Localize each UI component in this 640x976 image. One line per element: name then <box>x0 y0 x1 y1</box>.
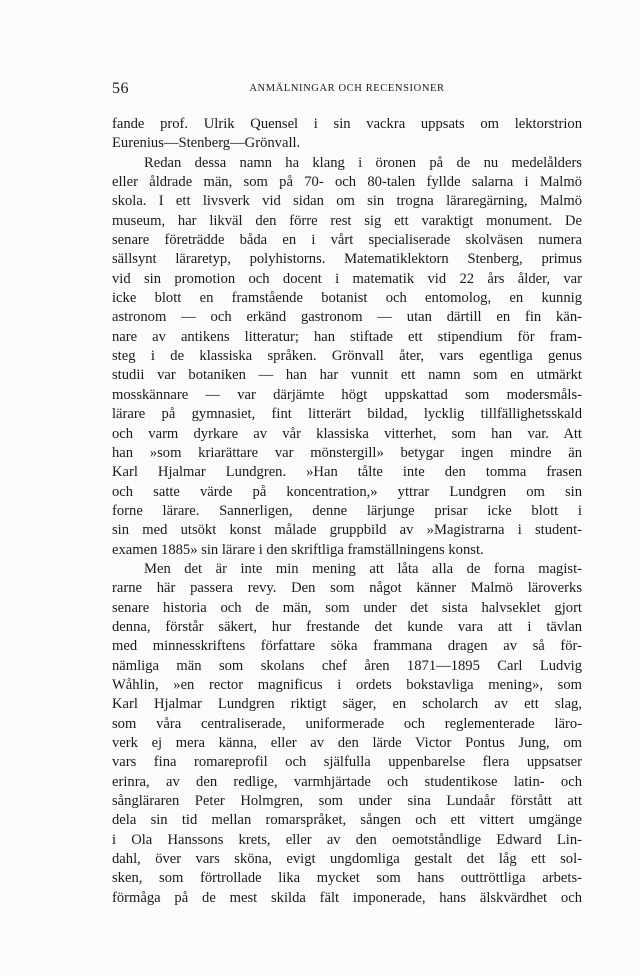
text-line: Eurenius—Stenberg—Grönvall. <box>112 135 301 152</box>
running-title: ANMÄLNINGAR OCH RECENSIONER <box>249 83 445 94</box>
text-line: dahl, över vars sköna, evigt ungdomliga gestalt det låg ett sol- <box>112 851 582 868</box>
text-line: eller åldrade män, som på 70- och 80-talen fyllde salarna i Malmö <box>112 174 582 191</box>
text-line: sin med utsökt konst målade gruppbild av »Magistrarna i student- <box>112 522 582 539</box>
body-text <box>112 115 582 908</box>
text-line: och varm dyrkare av vår klassiska vitterhet, som han var. Att <box>112 425 582 442</box>
page-number: 56 <box>112 80 129 97</box>
text-line: dela sin tid mellan romarspråket, sången och ett vittert umgänge <box>112 812 582 829</box>
text-line: astronom — och erkänd gastronom — utan därtill en fin kän- <box>112 309 582 326</box>
text-line: sångläraren Peter Holmgren, som under sina Lundaår förstått att <box>112 793 582 810</box>
text-line: verk ej mera känna, eller av den lärde Victor Pontus Jung, om <box>112 735 582 751</box>
text-line: han »som kriarättare var mönstergill» betygar ingen mindre än <box>112 444 582 461</box>
text-line: förmåga på de mest skilda fält imponerade, hans älskvärdhet och <box>112 889 582 906</box>
text-line: denna, förstår säkert, hur frestande det kunde vara att i tävlan <box>112 618 582 635</box>
text-line: senare historia och de män, som under det sista halvseklet gjort <box>112 599 582 616</box>
text-line: Men det är inte min mening att låta alla de forna magist- <box>144 560 582 577</box>
text-line: i Ola Hanssons krets, eller av den oemotståndlige Edward Lin- <box>112 831 582 848</box>
text-line: examen 1885» sin lärare i den skriftliga framställningens konst. <box>112 541 484 558</box>
text-line: fande prof. Ulrik Quensel i sin vackra uppsats om lektorstrion <box>112 116 582 132</box>
text-line: steg i de klassiska språken. Grönvall åter, vars egentliga genus <box>112 348 582 365</box>
text-line: vars fina romareprofil och själfulla uppenbarelse flera uppsatser <box>112 754 582 771</box>
text-line: nare av antikens litteratur; han stiftade ett stipendium för fram- <box>112 328 582 345</box>
text-line: forne lärare. Sannerligen, denne lärjunge prisar icke blott i <box>112 502 582 519</box>
text-line: Redan dessa namn ha klang i öronen på de nu medelålders <box>144 154 582 171</box>
text-line: museum, har likväl den förre rest sig ett varaktigt monument. De <box>112 212 582 229</box>
text-line: erinra, av den redlige, varmhjärtade och studentikose latin- och <box>112 773 582 790</box>
text-line: rarne här passera revy. Den som något känner Malmö läroverks <box>112 580 582 597</box>
text-line: lärare på gymnasiet, fint litterärt bildad, lycklig tillfällighetsskald <box>112 406 582 423</box>
text-line: senare företrädde båda en i vårt specialiserade skolväsen numera <box>112 232 582 249</box>
text-line: Wåhlin, »en rector magnificus i ordets bokstavliga mening», som <box>112 676 582 693</box>
text-line: och satte värde på koncentration,» yttrar Lundgren om sin <box>112 483 582 500</box>
page-header <box>112 80 582 100</box>
text-line: Karl Hjalmar Lundgren. »Han tålte inte den tomma frasen <box>112 464 582 481</box>
text-line: skola. I ett livsverk vid sidan om sin trogna läraregärning, Malmö <box>112 193 582 210</box>
text-line: som våra centraliserade, uniformerade och reglementerade läro- <box>112 715 582 732</box>
text-line: sällsynt läraretyp, polyhistorns. Matematiklektorn Stenberg, primus <box>112 251 582 268</box>
text-line: mosskännare — var därjämte högt uppskattad som modersmåls- <box>112 386 582 403</box>
text-line: sken, som förtrollade lika mycket som hans outtröttliga arbets- <box>112 870 582 887</box>
text-line: icke blott en framstående botanist och entomolog, en kunnig <box>112 290 582 307</box>
text-line: med minnesskriftens författare söka frammana dragen av så för- <box>112 638 582 655</box>
text-line: Karl Hjalmar Lundgren riktigt säger, en scholarch av ett slag, <box>112 696 582 713</box>
text-line: nämliga män som skolans chef åren 1871—1895 Carl Ludvig <box>112 657 582 674</box>
text-line: vid sin promotion och docent i matematik vid 22 års ålder, var <box>112 270 582 287</box>
text-line: studii var botaniken — han har vunnit ett namn som en utmärkt <box>112 367 582 384</box>
